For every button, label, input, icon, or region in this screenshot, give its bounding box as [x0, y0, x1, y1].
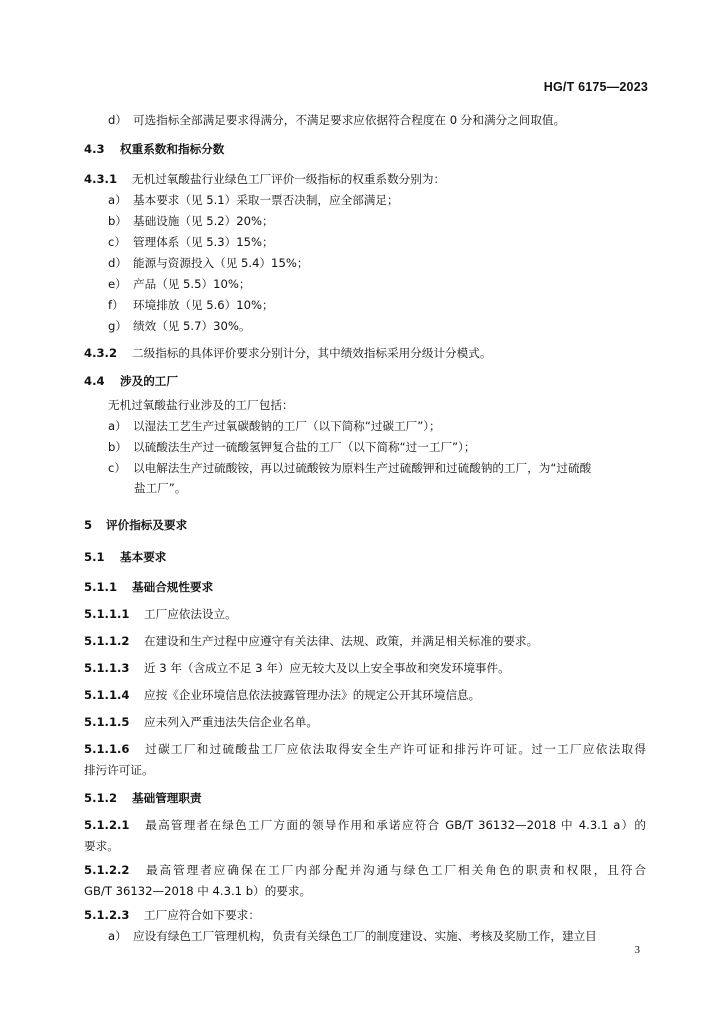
clause: [84, 171, 445, 187]
clause-text: 工厂应依法设立。: [144, 607, 237, 621]
list-text: 基础设施（见 5.2）20%；: [133, 214, 274, 228]
section-heading: [84, 373, 178, 389]
list-text: 以硫酸法生产过一硫酸氢钾复合盐的工厂（以下简称“过一工厂”）；: [133, 440, 476, 454]
clause-number: 5.1.1.4: [84, 688, 130, 702]
clause-number: 5.1.1.6: [84, 742, 130, 756]
list-item: [108, 460, 591, 476]
list-item: [108, 234, 274, 250]
list-text: 绩效（见 5.7）30%。: [133, 319, 251, 333]
clause: [84, 660, 510, 676]
clause-text: 过碳工厂和过硫酸盐工厂应依法取得安全生产许可证和排污许可证。过一工厂应依法取得: [144, 742, 646, 756]
clause-number: 4.3.1: [84, 172, 118, 186]
clause-text: 近 3 年（含成立不足 3 年）应无较大及以上安全事故和突发环境事件。: [144, 661, 510, 675]
clause-text: 无机过氧酸盐行业绿色工厂评价一级指标的权重系数分别为：: [132, 172, 446, 186]
list-text: 基本要求（见 5.1）采取一票否决制，应全部满足；: [133, 193, 399, 207]
section-title: 基本要求: [120, 550, 167, 564]
clause-text: 工厂应符合如下要求：: [144, 908, 260, 922]
list-label: c）: [108, 235, 126, 249]
list-label: b）: [108, 214, 127, 228]
clause-number: 5.1.1.5: [84, 715, 130, 729]
clause-text: 应未列入严重违法失信企业名单。: [144, 715, 318, 729]
list-item: [108, 418, 441, 434]
list-text: 以电解法生产过硫酸铵，再以过硫酸铵为原料生产过硫酸钾和过硫酸钠的工厂，为“过硫酸: [133, 461, 592, 475]
list-label: e）: [108, 277, 127, 291]
page-number: 3: [634, 944, 640, 956]
clause-number: 5.1.2.3: [84, 908, 130, 922]
clause-number: 5.1.1.2: [84, 634, 130, 648]
clause: [84, 606, 237, 622]
list-label: a）: [108, 193, 127, 207]
list-item: [108, 276, 250, 292]
subsection-number: 5.1.1: [84, 580, 118, 594]
section-heading: [84, 549, 166, 565]
subsection-heading: [84, 579, 213, 595]
list-label: f）: [108, 298, 124, 312]
chapter-title: 评价指标及要求: [106, 518, 188, 532]
section-number: 4.3: [84, 142, 105, 156]
clause: [84, 687, 480, 703]
list-item: [108, 318, 250, 334]
clause-continued: GB/T 36132—2018 中 4.3.1 b）的要求。: [84, 884, 312, 898]
list-label: d）: [108, 113, 127, 127]
clause-number: 5.1.1.3: [84, 661, 130, 675]
list-label: d）: [108, 256, 127, 270]
clause-text: 最高管理者在绿色工厂方面的领导作用和承诺应符合 GB/T 36132—2018 中 4.3.1 a）的: [144, 818, 646, 832]
clause: [84, 907, 260, 923]
subsection-title: 基础管理职责: [132, 791, 202, 805]
list-text: 以湿法工艺生产过氧碳酸钠的工厂（以下简称“过碳工厂”）；: [133, 419, 441, 433]
list-item: [108, 928, 597, 944]
section-number: 5.1: [84, 550, 105, 564]
paragraph: 无机过氧酸盐行业涉及的工厂包括：: [108, 398, 294, 412]
list-item: [108, 439, 475, 455]
clause-text: 应按《企业环境信息依法披露管理办法》的规定公开其环境信息。: [144, 688, 481, 702]
section-heading: [84, 141, 224, 157]
list-text: 可选指标全部满足要求得满分，不满足要求应依据符合程度在 0 分和满分之间取值。: [133, 113, 566, 127]
chapter-heading: [84, 517, 187, 533]
list-label: b）: [108, 440, 127, 454]
clause: [84, 741, 646, 757]
list-item: [108, 213, 274, 229]
list-text: 产品（见 5.5）10%；: [133, 277, 251, 291]
list-label: g）: [108, 319, 127, 333]
clause-continued: 要求。: [84, 839, 119, 853]
list-label: a）: [108, 419, 127, 433]
clause: [84, 345, 491, 361]
standard-code: HG/T 6175—2023: [543, 80, 648, 94]
section-title: 权重系数和指标分数: [120, 142, 225, 156]
clause-text: 二级指标的具体评价要求分别计分，其中绩效指标采用分级计分模式。: [132, 346, 492, 360]
clause-number: 5.1.2.2: [84, 863, 130, 877]
section-number: 4.4: [84, 374, 105, 388]
clause-text: 最高管理者应确保在工厂内部分配并沟通与绿色工厂相关角色的职责和权限，且符合: [144, 863, 646, 877]
list-label: c）: [108, 461, 126, 475]
subsection-title: 基础合规性要求: [132, 580, 214, 594]
list-item: [108, 112, 565, 128]
clause: [84, 633, 538, 649]
clause-continued: 排污许可证。: [84, 763, 154, 777]
clause: [84, 714, 318, 730]
clause: [84, 817, 646, 833]
clause-number: 5.1.2.1: [84, 818, 130, 832]
subsection-heading: [84, 790, 202, 806]
clause-text: 在建设和生产过程中应遵守有关法律、法规、政策，并满足相关标准的要求。: [144, 634, 539, 648]
list-item: [108, 297, 274, 313]
list-text-continued: 盐工厂”。: [134, 481, 187, 495]
list-text: 能源与资源投入（见 5.4）15%；: [133, 256, 309, 270]
section-title: 涉及的工厂: [120, 374, 178, 388]
list-text: 环境排放（见 5.6）10%；: [133, 298, 274, 312]
list-item: [108, 192, 399, 208]
subsection-number: 5.1.2: [84, 791, 118, 805]
clause-number: 4.3.2: [84, 346, 118, 360]
clause-number: 5.1.1.1: [84, 607, 130, 621]
list-text: 应设有绿色工厂管理机构，负责有关绿色工厂的制度建设、实施、考核及奖励工作，建立目: [133, 929, 597, 943]
list-item: [108, 255, 308, 271]
list-label: a）: [108, 929, 127, 943]
list-text: 管理体系（见 5.3）15%；: [133, 235, 274, 249]
chapter-number: 5: [84, 518, 93, 532]
clause: [84, 862, 646, 878]
